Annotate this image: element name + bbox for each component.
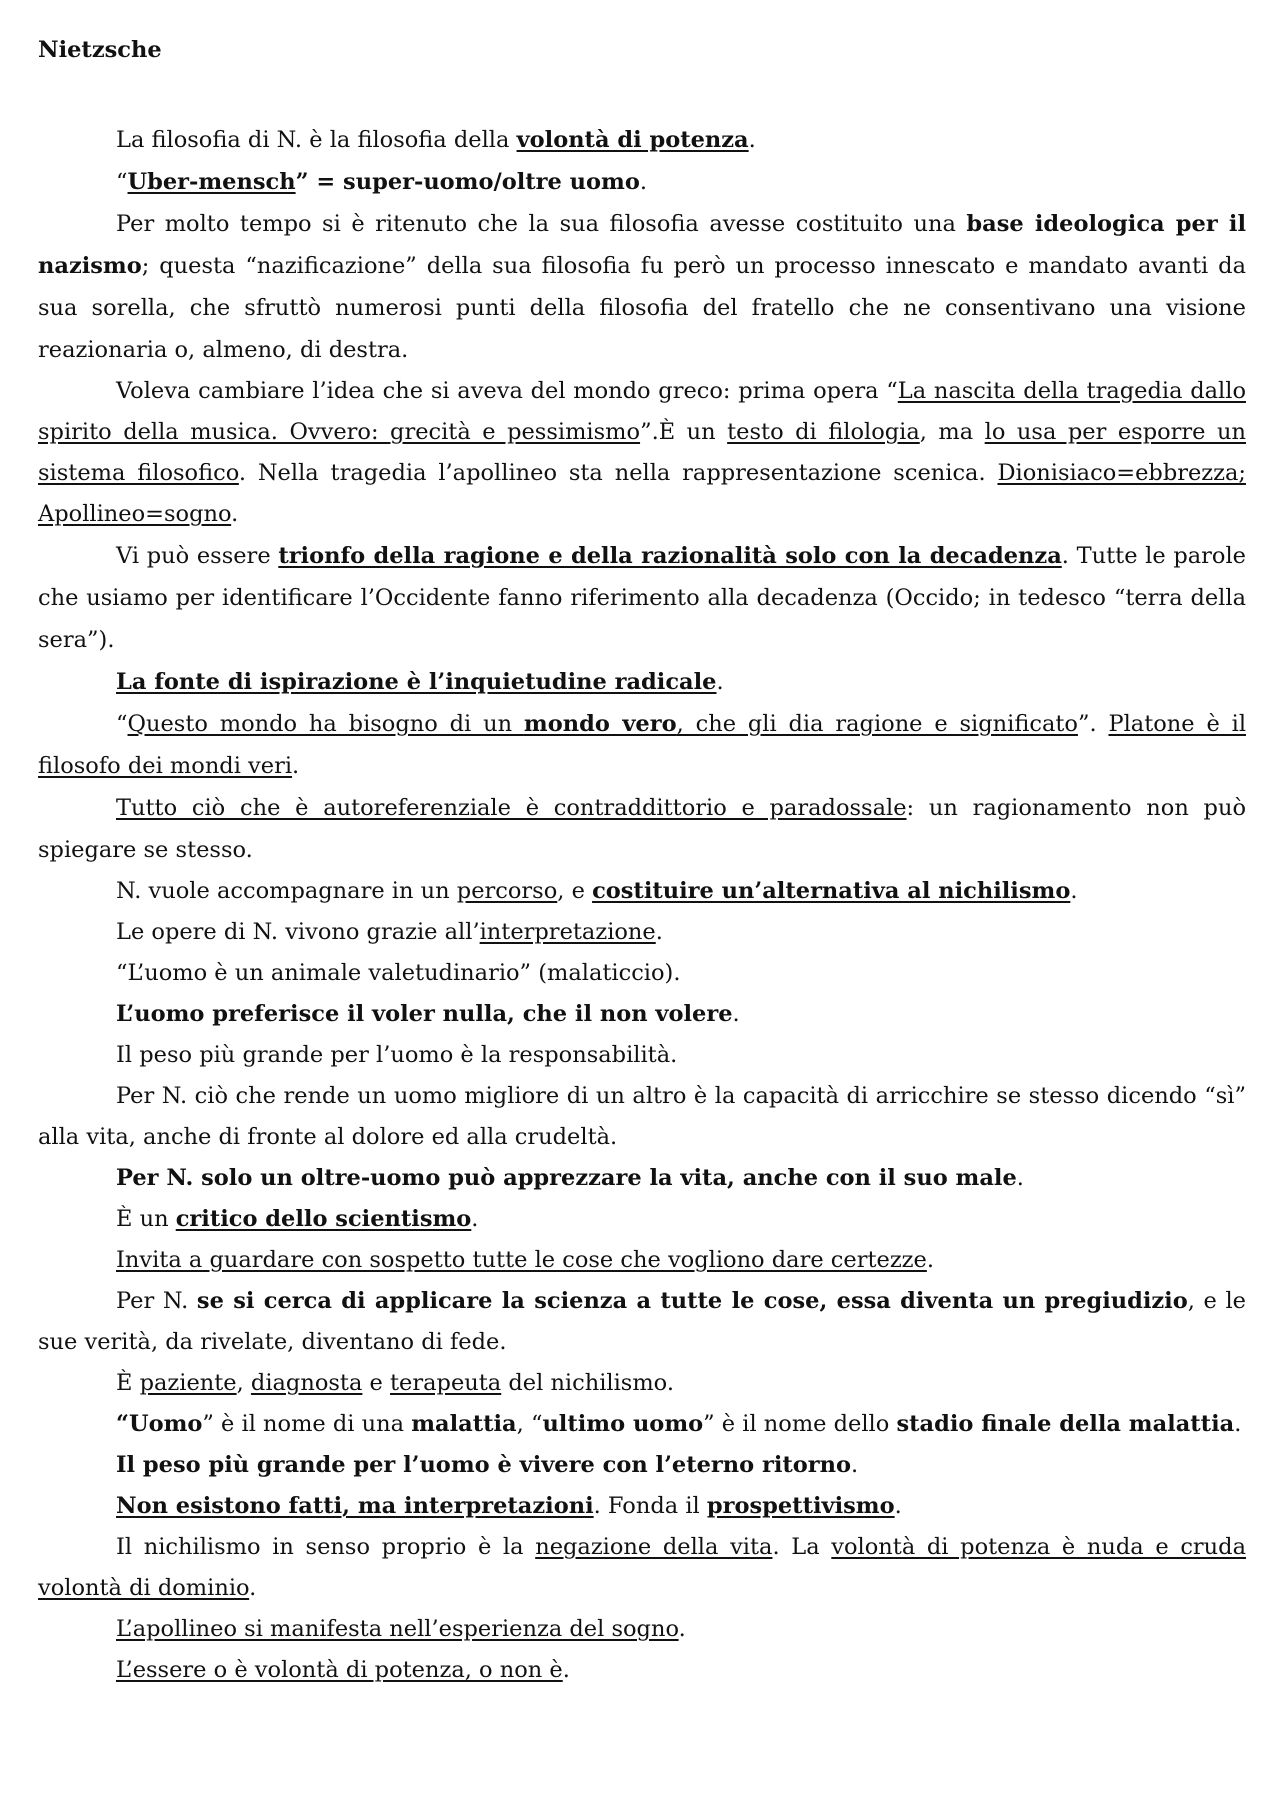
paragraph: Il peso più grande per l’uomo è vivere con l’eterno ritorno. [116,1452,859,1478]
paragraph: Le opere di N. vivono grazie all’interpretazione. [116,919,663,945]
paragraph: Per molto tempo si è ritenuto che la sua filosofia avesse costituito una base ideologica per il nazismo; questa “nazificazione” della sua filosofia fu però un processo innescato e mandato avanti da sua sorella, che sfruttò numerosi punti della filosofia del fratello che ne consentivano una visione reazionaria o, almeno, di destra. [38,211,1246,363]
paragraph: Il peso più grande per l’uomo è la responsabilità. [116,1042,678,1068]
paragraph: “Uomo” è il nome di una malattia, “ultimo uomo” è il nome dello stadio finale della malattia. [116,1411,1242,1437]
paragraph: “Uber-mensch” = super-uomo/oltre uomo. [116,169,648,195]
paragraph: Per N. se si cerca di applicare la scienza a tutte le cose, essa diventa un pregiudizio, e le sue verità, da rivelate, diventano di fede. [38,1288,1246,1355]
paragraph: Vi può essere trionfo della ragione e della razionalità solo con la decadenza. Tutte le parole che usiamo per identificare l’Occidente fanno riferimento alla decadenza (Occido; in tedesco “terra della sera”). [38,543,1246,653]
paragraph: Voleva cambiare l’idea che si aveva del mondo greco: prima opera “La nascita della tragedia dallo spirito della musica. Ovvero: grecità e pessimismo”.È un testo di filologia, ma lo usa per esporre un sistema filosofico. Nella tragedia l’apollineo sta nella rappresentazione scenica. Dionisiaco=ebbrezza; Apollineo=sogno. [38,378,1246,527]
paragraph: Il nichilismo in senso proprio è la negazione della vita. La volontà di potenza è nuda e cruda volontà di dominio. [38,1534,1246,1601]
paragraph: Tutto ciò che è autoreferenziale è contraddittorio e paradossale: un ragionamento non può spiegare se stesso. [38,795,1246,863]
paragraph: È paziente, diagnosta e terapeuta del nichilismo. [116,1370,674,1396]
paragraph: L’uomo preferisce il voler nulla, che il non volere. [116,1001,740,1027]
paragraph: L’essere o è volontà di potenza, o non è. [116,1657,570,1683]
paragraph: N. vuole accompagnare in un percorso, e costituire un’alternativa al nichilismo. [116,878,1078,904]
paragraph: È un critico dello scientismo. [116,1206,479,1232]
document-title: Nietzsche [38,37,162,63]
paragraph: La filosofia di N. è la filosofia della volontà di potenza. [116,127,756,153]
paragraph: Per N. ciò che rende un uomo migliore di un altro è la capacità di arricchire se stesso dicendo “sì” alla vita, anche di fronte al dolore ed alla crudeltà. [38,1083,1246,1150]
paragraph: L’apollineo si manifesta nell’esperienza del sogno. [116,1616,686,1642]
paragraph: Per N. solo un oltre-uomo può apprezzare la vita, anche con il suo male. [116,1165,1024,1191]
paragraph: Non esistono fatti, ma interpretazioni. Fonda il prospettivismo. [116,1493,902,1519]
paragraph: “Questo mondo ha bisogno di un mondo vero, che gli dia ragione e significato”. Platone è il filosofo dei mondi veri. [38,711,1247,779]
paragraph: “L’uomo è un animale valetudinario” (malaticcio). [116,960,681,986]
paragraph: La fonte di ispirazione è l’inquietudine radicale. [116,669,724,695]
paragraph: Invita a guardare con sospetto tutte le cose che vogliono dare certezze. [116,1247,935,1273]
